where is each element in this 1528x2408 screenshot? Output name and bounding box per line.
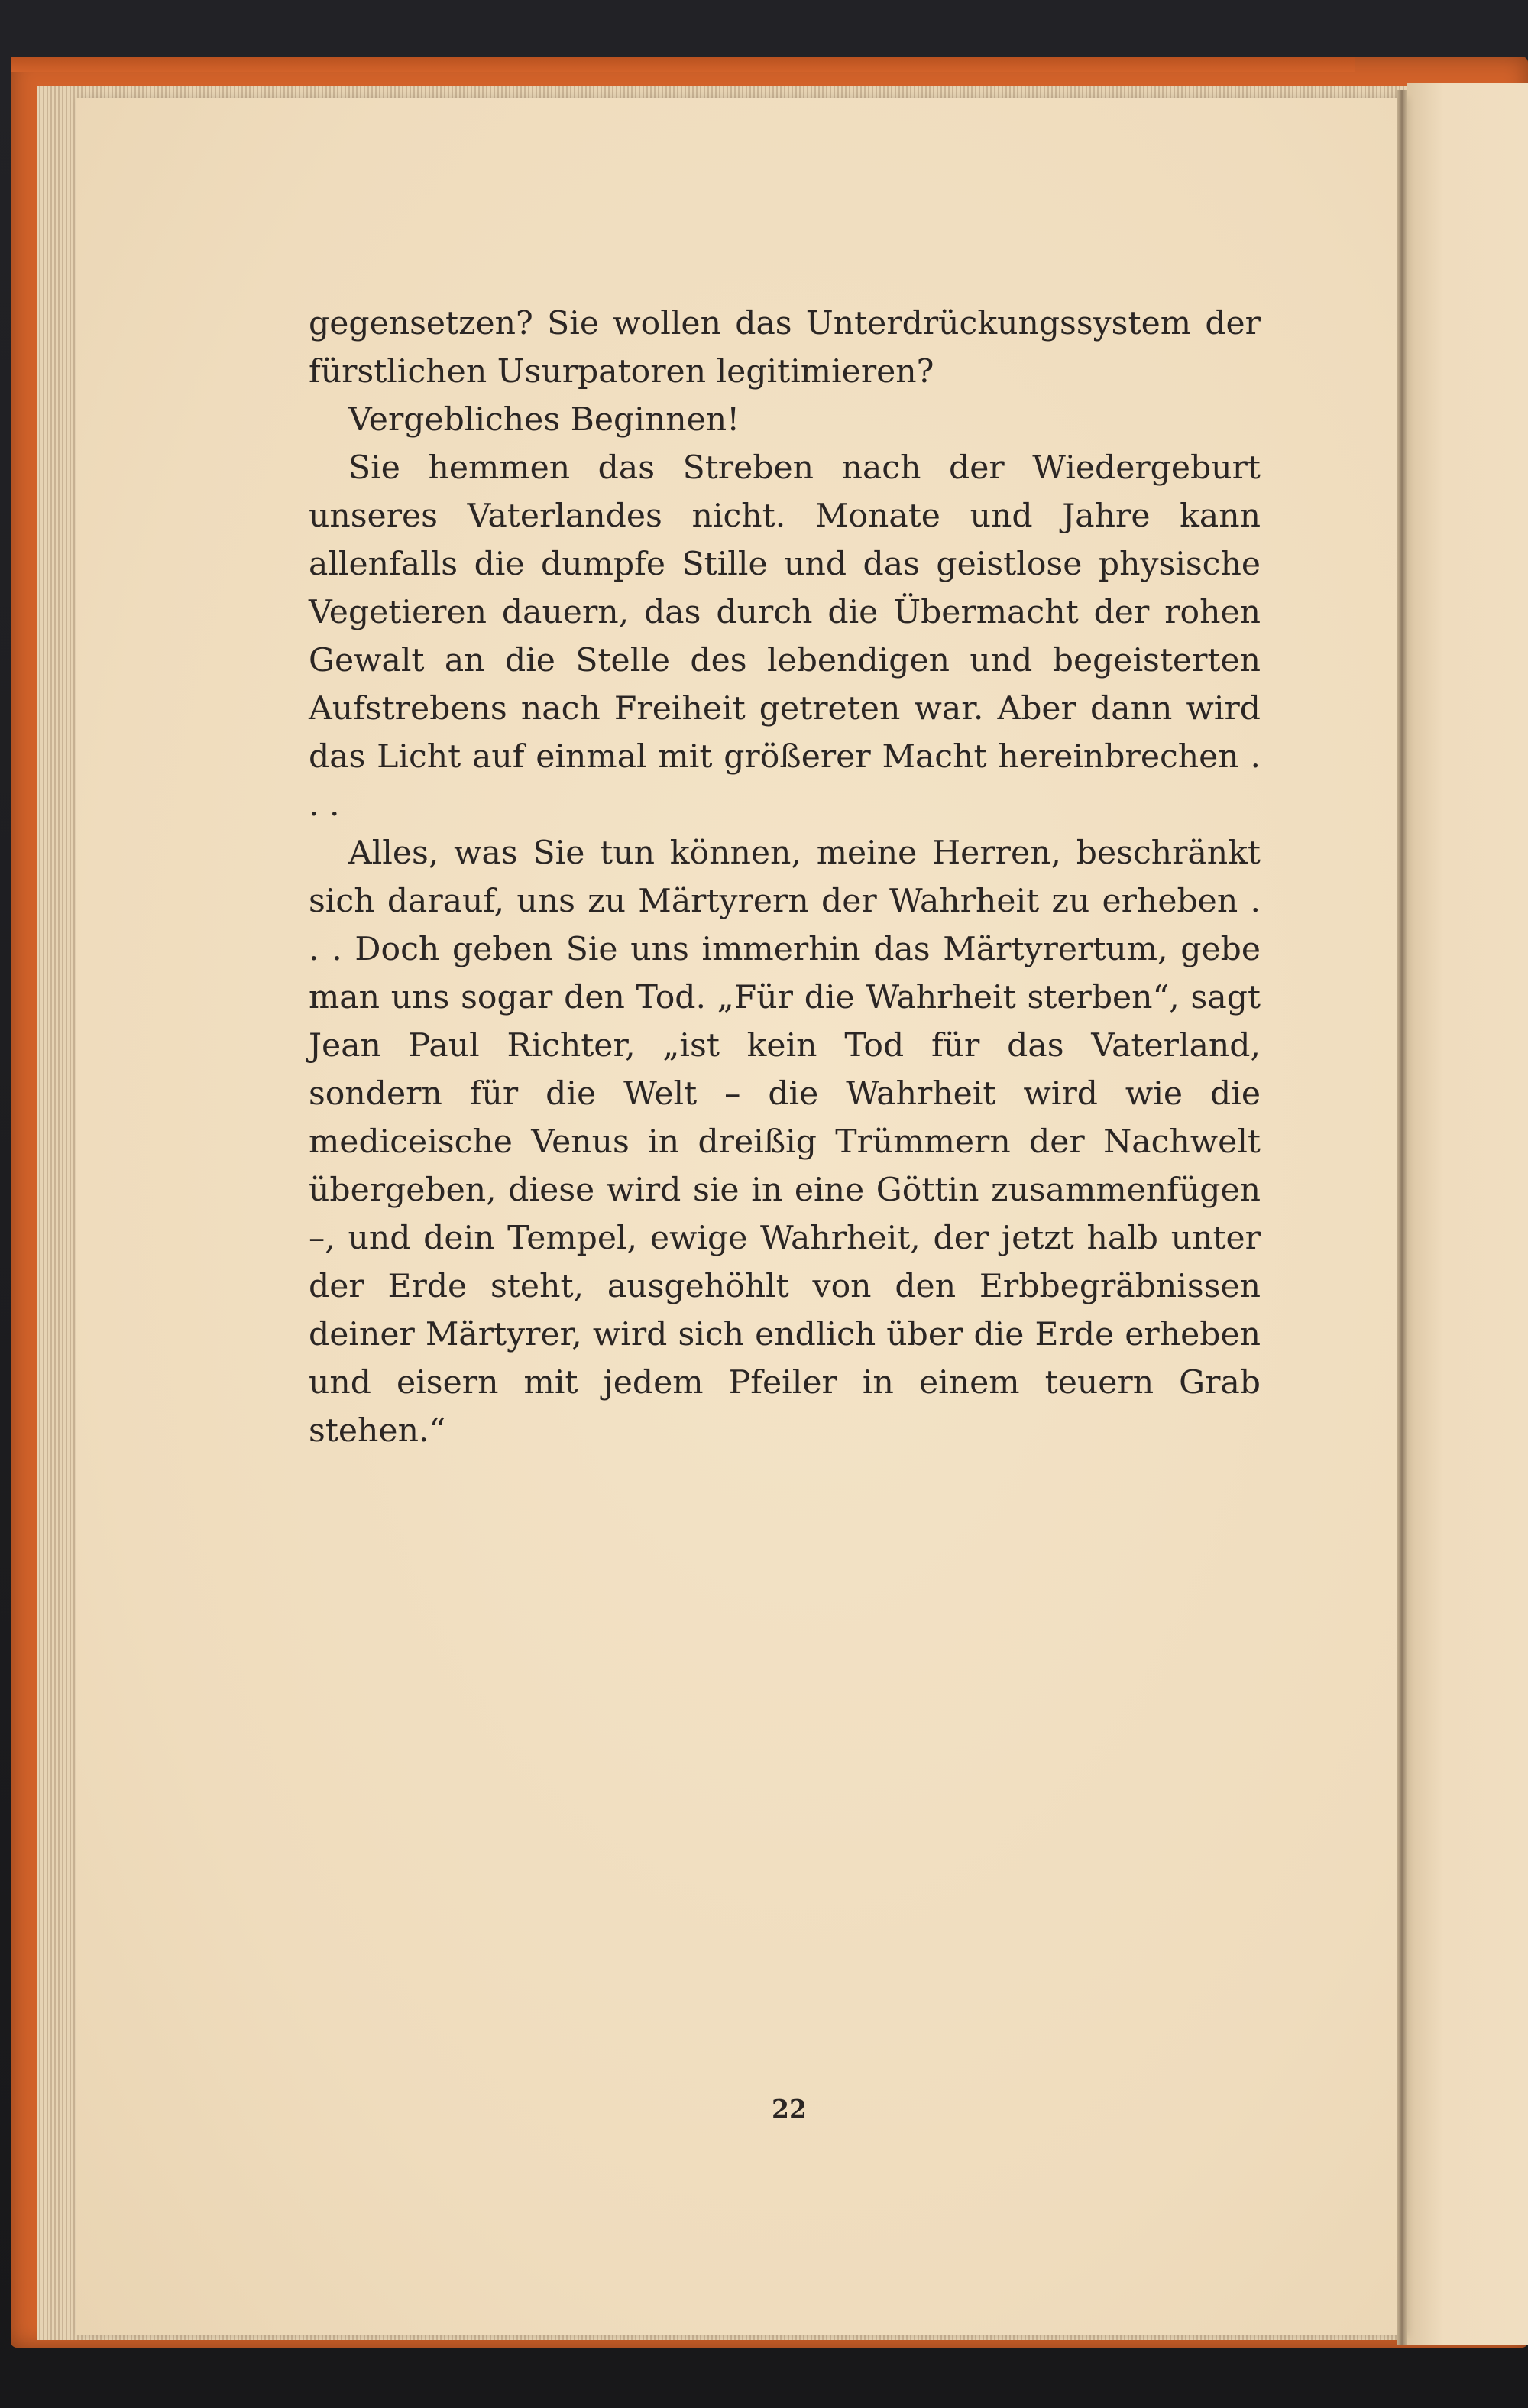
paragraph-3: Sie hemmen das Streben nach der Wiedergeburt unseres Vaterlandes nicht. Monate und Jahre kann allenfalls die dumpfe Stille und das geistlose physische Vegetieren dauern, das durch die Übermacht der rohen Gewalt an die Stelle des lebendigen und begeisterten Aufstrebens nach Freiheit getreten war. Aber dann wird das Licht auf einmal mit größerer Macht hereinbrechen . . .: [309, 449, 1261, 824]
page-number: 22: [772, 2094, 807, 2124]
cover-edge: [11, 57, 1355, 72]
paragraph-2: Vergebliches Beginnen!: [348, 401, 740, 439]
page-gutter: [1397, 90, 1407, 2345]
paragraph-1: gegensetzen? Sie wollen das Unterdrückungssystem der fürstlichen Usurpatoren legitimieren?: [309, 305, 1261, 391]
paragraph-4: Alles, was Sie tun können, meine Herren, beschränkt sich darauf, uns zu Märtyrern der Wahrheit zu erheben . . . Doch geben Sie uns immerhin das Märtyrertum, gebe man uns sogar den Tod. „Für die Wahrheit sterben“, sagt Jean Paul Richter, „ist kein Tod für das Vaterland, sondern für die Welt – die Wahrheit wird wie die mediceische Venus in dreißig Trümmern der Nachwelt übergeben, diese wird sie in eine Göttin zusammenfügen –, und dein Tempel, ewige Wahrheit, der jetzt halb unter der Erde steht, ausgehöhlt von den Erbbegräbnissen deiner Märtyrer, wird sich endlich über die Erde erheben und eisern mit jedem Pfeiler in einem teuern Grab stehen.“: [309, 835, 1261, 1450]
facing-page: [1407, 83, 1528, 2345]
page-text: [309, 300, 1261, 1455]
